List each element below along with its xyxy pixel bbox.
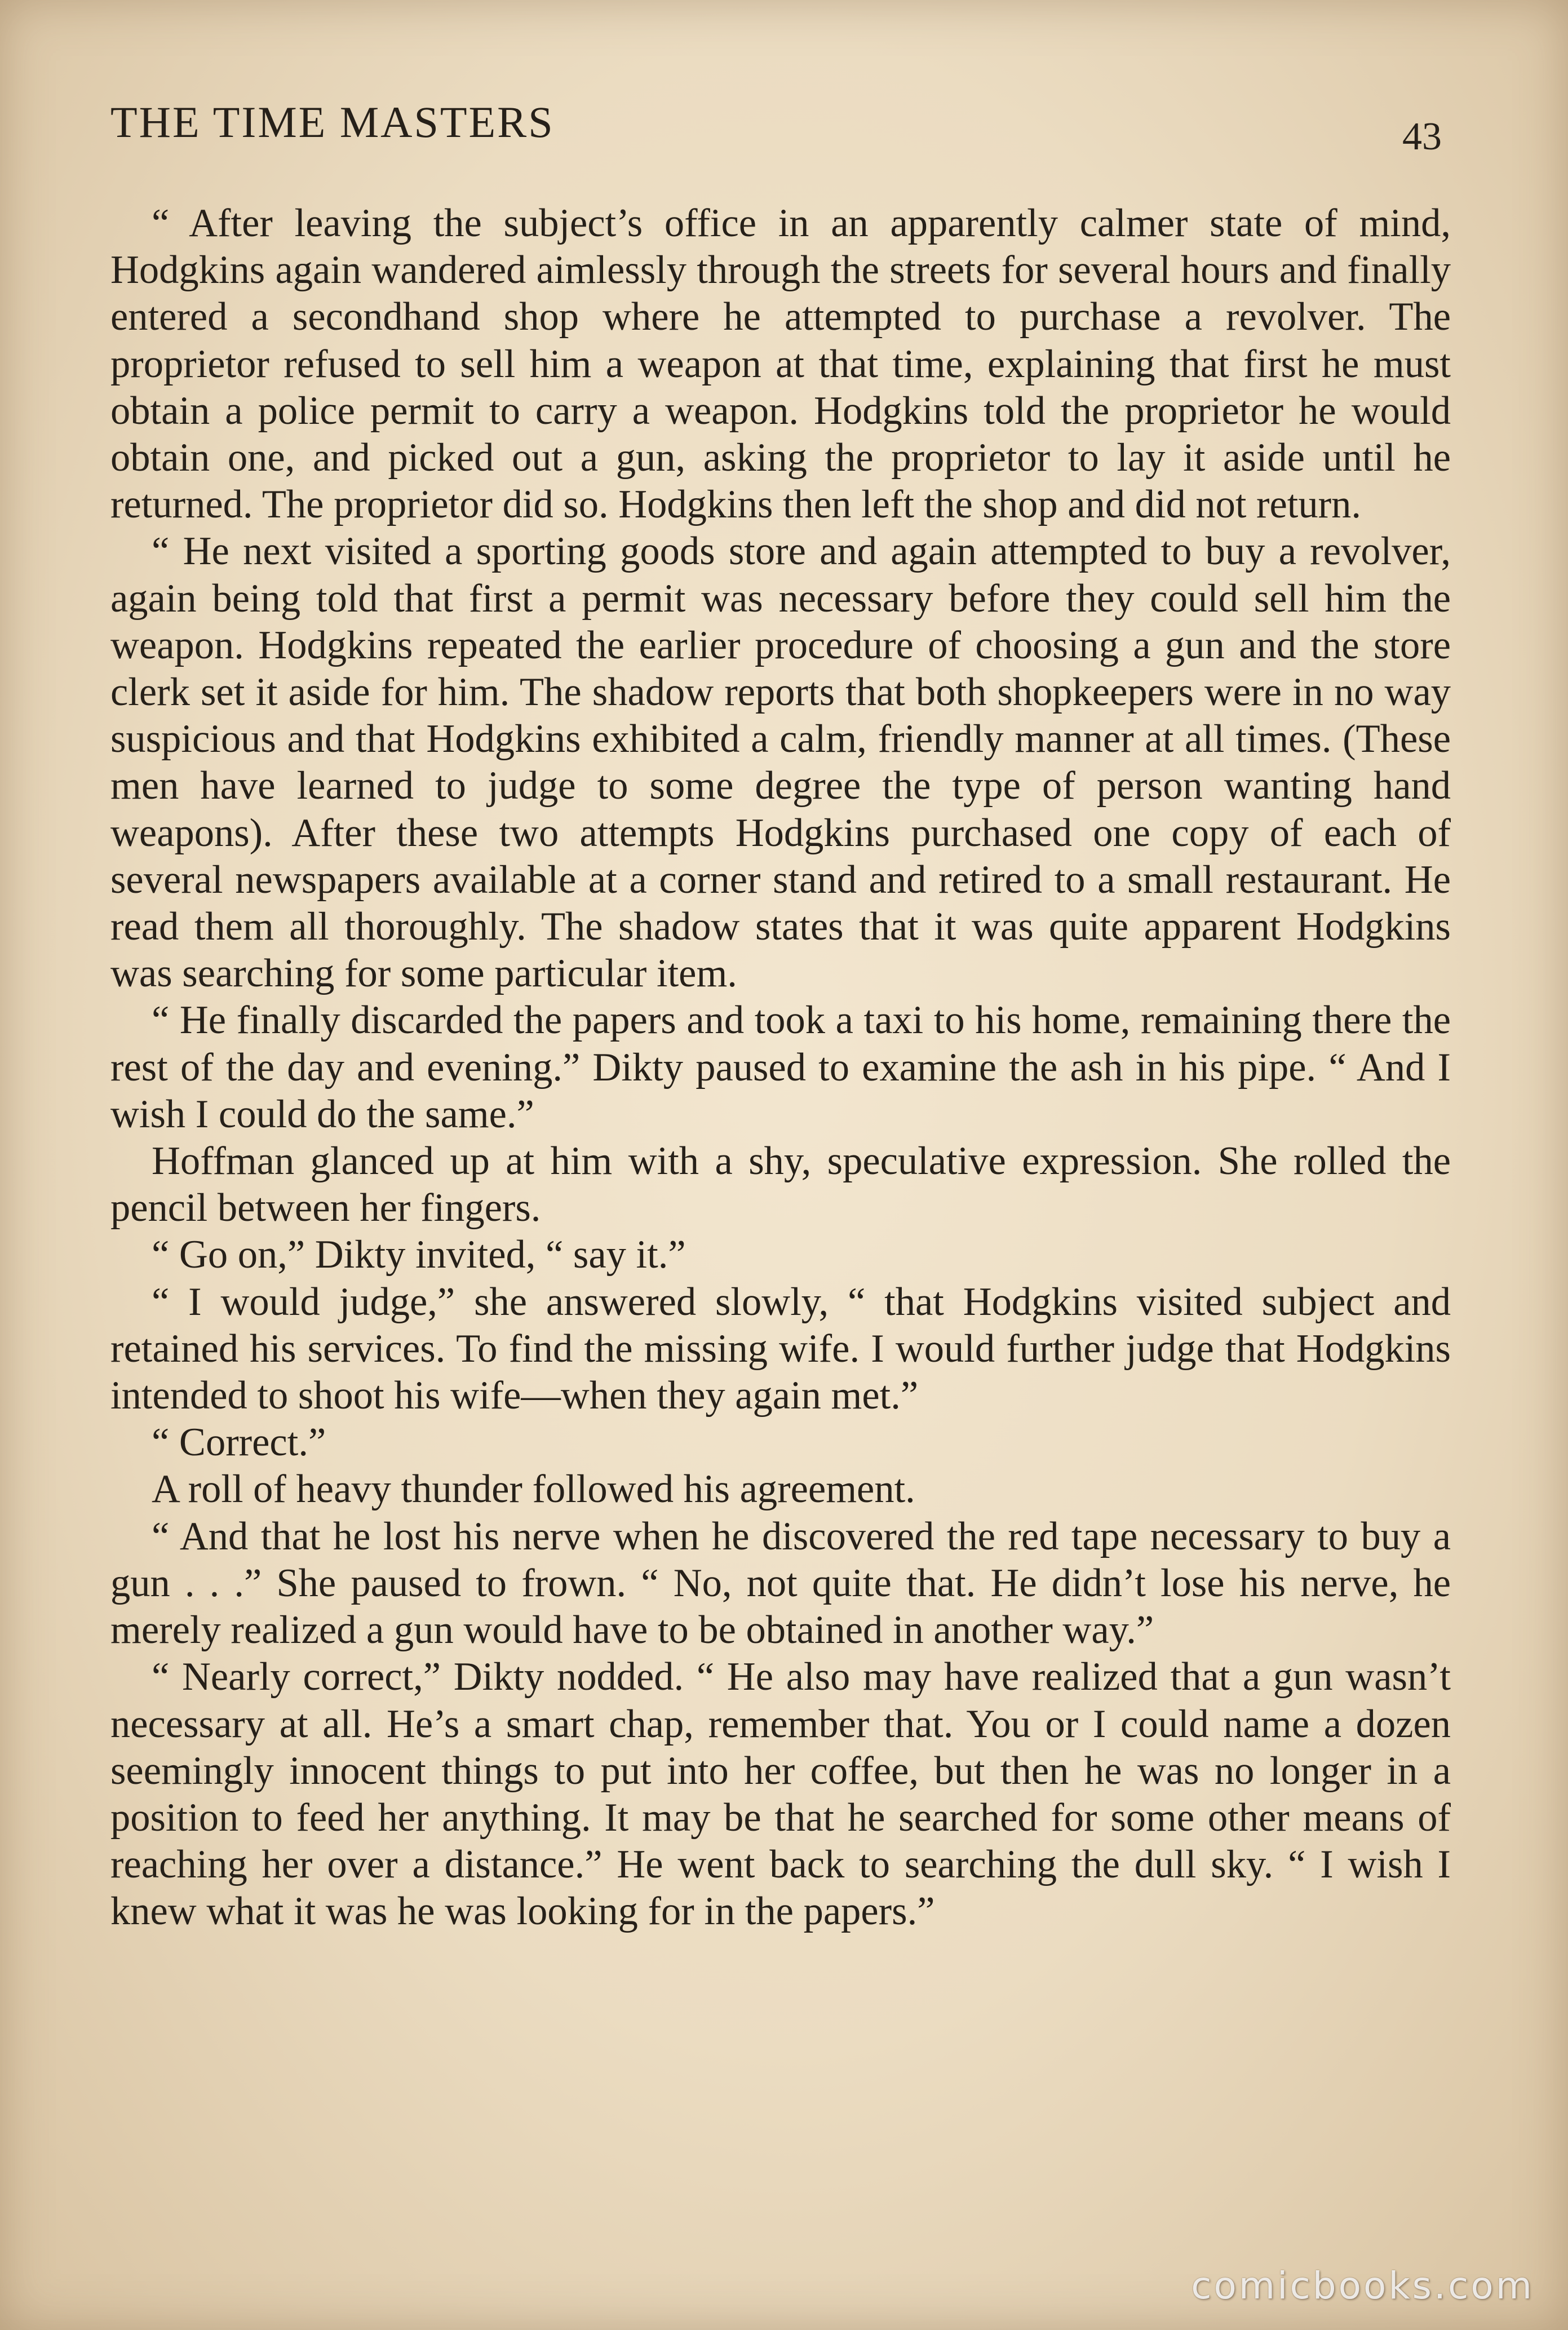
paragraph: “ Correct.” bbox=[152, 1420, 326, 1465]
paragraph: “ Nearly correct,” Dikty nodded. “ He also may have realized that a gun wasn’t necessary at all. He’s a smart chap, remember that. You or I could name a dozen seemingly innocent things to put into her coffee, but then he was no longer in a position to feed her anything. It may be that he searched for some other means of reaching her over a distance.” He went back to searching the dull sky. “ I wish I knew what it was he was looking for in the papers.” bbox=[110, 1655, 1451, 1934]
paragraph: A roll of heavy thunder followed his agreement. bbox=[152, 1467, 915, 1512]
paragraph: “ Go on,” Dikty invited, “ say it.” bbox=[152, 1233, 686, 1277]
paragraph: “ And that he lost his nerve when he discovered the red tape necessary to buy a gun . . .” She paused to frown. “ No, not quite that. He didn’t lose his nerve, he merely realized a gun would have to be obtained in another way.” bbox=[110, 1514, 1451, 1653]
paragraph: “ He next visited a sporting goods store and again attempted to buy a revolver, again being told that first a permit was necessary before they could sell him the weapon. Hodgkins repeated the earlier procedure of choosing a gun and the store clerk set it aside for him. The shadow reports that both shopkeepers were in no way suspicious and that Hodgkins exhibited a calm, friendly manner at all times. (These men have learned to judge to some degree the type of person wanting hand weapons). After these two attempts Hodgkins purchased one copy of each of several newspapers available at a corner stand and retired to a small restaurant. He read them all thoroughly. The shadow states that it was quite apparent Hodgkins was searching for some particular item. bbox=[110, 529, 1451, 996]
paragraph: “ He finally discarded the papers and took a taxi to his home, remaining there the rest of the day and evening.” Dikty paused to examine the ash in his pipe. “ And I wish I could do the same.” bbox=[110, 998, 1451, 1136]
watermark: comicbooks.com bbox=[1191, 2264, 1534, 2307]
running-title: THE TIME MASTERS bbox=[110, 98, 555, 147]
page-number: 43 bbox=[1402, 115, 1442, 158]
paragraph: Hoffman glanced up at him with a shy, speculative expression. She rolled the pencil between her fingers. bbox=[110, 1139, 1451, 1230]
paragraph: “ I would judge,” she answered slowly, “ that Hodgkins visited subject and retained his services. To find the missing wife. I would further judge that Hodgkins intended to shoot his wife—when they again met.” bbox=[110, 1279, 1451, 1418]
paragraph: “ After leaving the subject’s office in an apparently calmer state of mind, Hodgkins again wandered aimlessly through the streets for several hours and finally entered a secondhand shop where he attempted to purchase a revolver. The proprietor refused to sell him a weapon at that time, explaining that first he must obtain a police permit to carry a weapon. Hodgkins told the proprietor he would obtain one, and picked out a gun, asking the proprietor to lay it aside until he returned. The proprietor did so. Hodgkins then left the shop and did not return. bbox=[110, 201, 1451, 527]
body-text bbox=[110, 200, 1451, 1935]
